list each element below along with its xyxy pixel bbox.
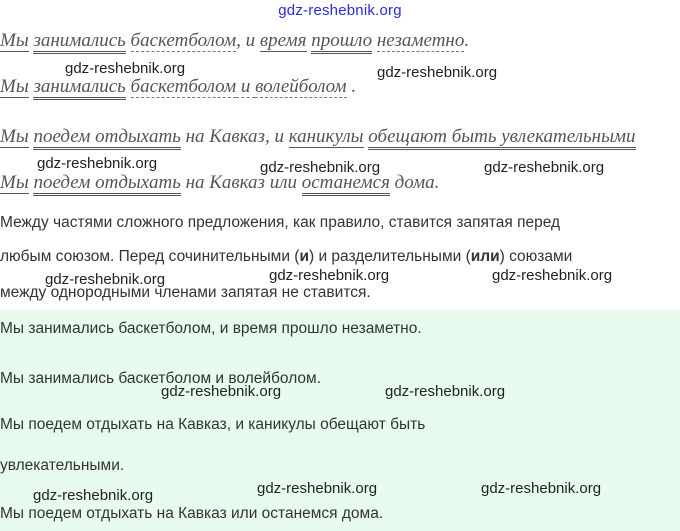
answer-5: Мы поедем отдыхать на Кавказ или останемся дома.	[0, 505, 384, 522]
rule-line-2	[0, 248, 680, 266]
answer-4: увлекательными.	[0, 457, 125, 474]
sentence-part-pred: обещают быть увлекательными	[368, 126, 635, 150]
sentence-part-adv: баскетболом	[130, 30, 237, 51]
sentence-part-adv: баскетболом	[130, 76, 237, 97]
sentence-part-plain	[126, 76, 131, 97]
sentence-part-plain: на Кавказ или	[180, 172, 302, 193]
sentence-part-subj: Мы	[0, 126, 29, 147]
sentence-2	[0, 76, 356, 98]
sentence-part-plain: .	[464, 30, 470, 51]
sentence-part-subj: время	[259, 30, 307, 51]
rule-line-1: Между частями сложного предложения, как правило, ставится запятая перед	[0, 214, 561, 231]
watermark: gdz-reshebnik.org	[385, 383, 506, 400]
rule-text: ) и разделительными (	[308, 248, 471, 265]
watermark: gdz-reshebnik.org	[481, 480, 602, 497]
sentence-1	[0, 30, 469, 52]
watermark: gdz-reshebnik.org	[161, 383, 282, 400]
sentence-part-plain	[126, 30, 131, 51]
watermark: gdz-reshebnik.org	[260, 159, 381, 176]
answer-3: Мы поедем отдыхать на Кавказ, и каникулы обещают быть	[0, 416, 426, 433]
sentence-part-pred: останемся	[302, 172, 390, 196]
watermark: gdz-reshebnik.org	[492, 267, 613, 284]
rule-text: ) союзами	[499, 248, 573, 265]
watermark: gdz-reshebnik.org	[377, 64, 498, 81]
watermark: gdz-reshebnik.org	[484, 159, 605, 176]
answer-2: Мы занимались баскетболом и волейболом.	[0, 370, 322, 387]
watermark: gdz-reshebnik.org	[65, 60, 186, 77]
answer-1: Мы занимались баскетболом, и время прошло незаметно.	[0, 320, 422, 337]
rule-conj-i: и	[299, 248, 309, 265]
sentence-part-adv: незаметно	[376, 30, 465, 51]
sentence-part-subj: Мы	[0, 76, 29, 97]
watermark: gdz-reshebnik.org	[37, 155, 158, 172]
sentence-part-pred: поедем отдыхать	[33, 172, 180, 196]
sentence-part-plain: на Кавказ, и	[180, 126, 289, 147]
sentence-3	[0, 126, 636, 148]
sentence-part-adv: волейболом	[255, 76, 347, 97]
rule-line-3: между однородными членами запятая не ставится.	[0, 284, 371, 301]
sentence-part-subj: каникулы	[288, 126, 364, 147]
sentence-part-subj: Мы	[0, 30, 29, 51]
watermark: gdz-reshebnik.org	[257, 480, 378, 497]
watermark: gdz-reshebnik.org	[269, 267, 390, 284]
rule-text: любым союзом. Перед сочинительными (	[0, 248, 300, 265]
sentence-part-pred: занимались	[33, 30, 125, 54]
sentence-part-pred: занимались	[33, 76, 125, 100]
watermark: gdz-reshebnik.org	[33, 487, 154, 504]
sentence-part-adv: и	[236, 76, 256, 97]
site-link[interactable]: gdz-reshebnik.org	[278, 2, 402, 19]
sentence-part-plain: , и	[236, 30, 260, 51]
sentence-part-subj: Мы	[0, 172, 29, 193]
watermark: gdz-reshebnik.org	[45, 271, 166, 288]
rule-conj-ili: или	[470, 248, 500, 265]
sentence-part-pred: поедем отдыхать	[33, 126, 180, 150]
sentence-part-plain: .	[346, 76, 357, 97]
sentence-part-plain: дома.	[389, 172, 440, 193]
sentence-part-pred: прошло	[311, 30, 372, 54]
